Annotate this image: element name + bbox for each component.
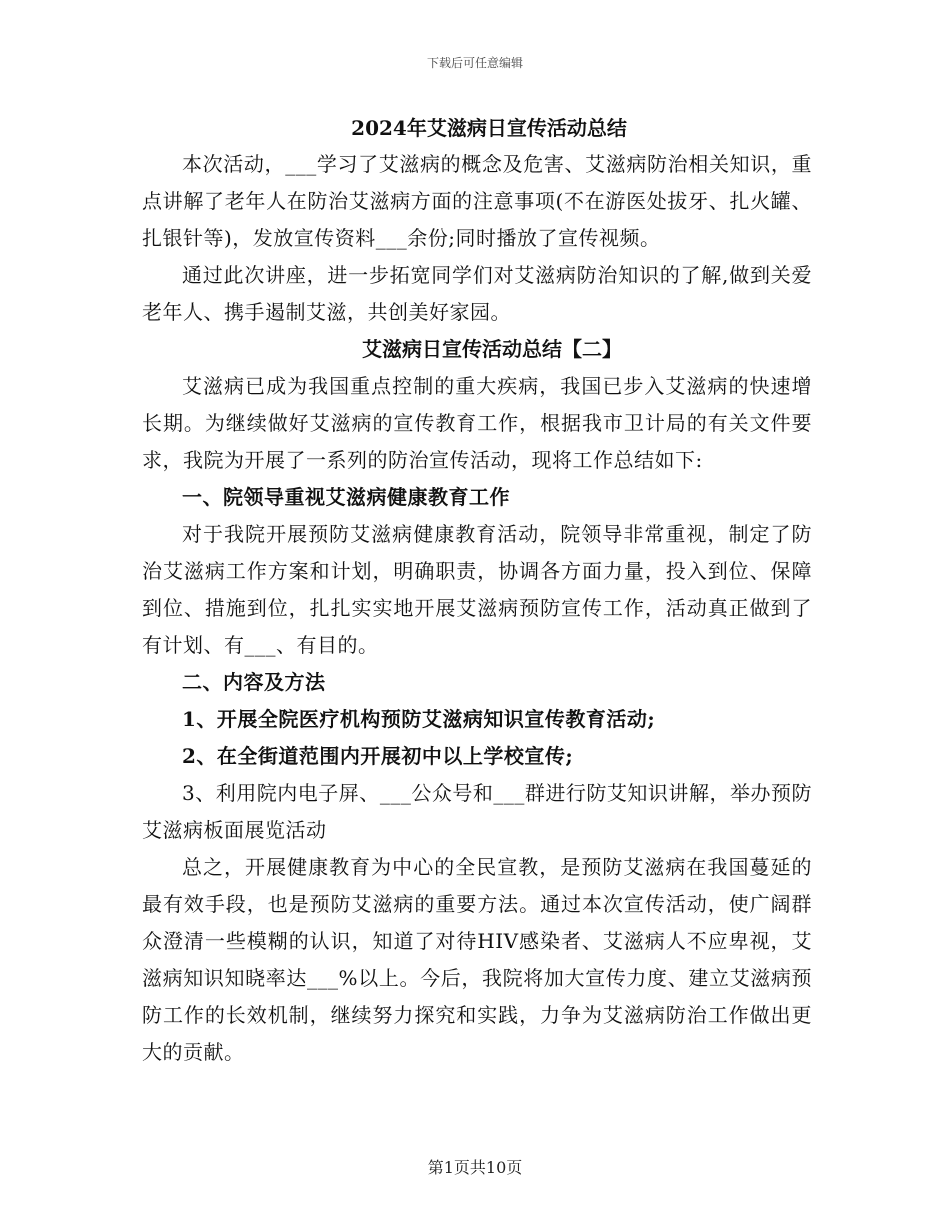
page-indicator: 第1页共10页 bbox=[427, 1158, 523, 1177]
list-item-2: 2、在全街道范围内开展初中以上学校宣传; bbox=[182, 744, 574, 768]
header-note: 下载后可任意编辑 bbox=[426, 56, 523, 70]
paragraph-conclusion: 总之，开展健康教育为中心的全民宣教，是预防艾滋病在我国蔓延的最有效手段，也是预防艾滋病的重要方法。通过本次宣传活动，使广阔群众澄清一些模糊的认识，知道了对待HIV感染者、艾滋病人不应卑视，艾滋病知识知晓率达___%以上。今后，我院将加大宣传力度、建立艾滋病预防工作的长效机制，继续努力探究和实践，力争为艾滋病防治工作做出更大的贡献。 bbox=[142, 855, 812, 1064]
list-item-1: 1、开展全院医疗机构预防艾滋病知识宣传教育活动; bbox=[182, 707, 656, 731]
document-body bbox=[142, 110, 812, 1071]
paragraph-activity-summary: 本次活动，___学习了艾滋病的概念及危害、艾滋病防治相关知识，重点讲解了老年人在防治艾滋病方面的注意事项(不在游医处拔牙、扎火罐、扎银针等)，发放宣传资料___余份;同时播放了宣传视频。 bbox=[142, 152, 812, 250]
document-title: 2024年艾滋病日宣传活动总结 bbox=[351, 116, 627, 140]
paragraph-lecture-outcome: 通过此次讲座，进一步拓宽同学们对艾滋病防治知识的了解,做到关爱老年人、携手遏制艾滋，共创美好家园。 bbox=[142, 263, 812, 324]
paragraph-leadership: 对于我院开展预防艾滋病健康教育活动，院领导非常重视，制定了防治艾滋病工作方案和计划，明确职责，协调各方面力量，投入到位、保障到位、措施到位，扎扎实实地开展艾滋病预防宣传工作，活动真正做到了有计划、有___、有目的。 bbox=[142, 522, 812, 657]
list-item-3: 3、利用院内电子屏、___公众号和___群进行防艾知识讲解，举办预防艾滋病板面展览活动 bbox=[142, 781, 812, 842]
paragraph-intro: 艾滋病已成为我国重点控制的重大疾病，我国已步入艾滋病的快速增长期。为继续做好艾滋病的宣传教育工作，根据我市卫计局的有关文件要求，我院为开展了一系列的防治宣传活动，现将工作总结如下: bbox=[142, 374, 812, 472]
section-two-title: 艾滋病日宣传活动总结【二】 bbox=[362, 337, 622, 361]
heading-content-methods: 二、内容及方法 bbox=[182, 670, 326, 694]
heading-leadership: 一、院领导重视艾滋病健康教育工作 bbox=[182, 485, 510, 509]
